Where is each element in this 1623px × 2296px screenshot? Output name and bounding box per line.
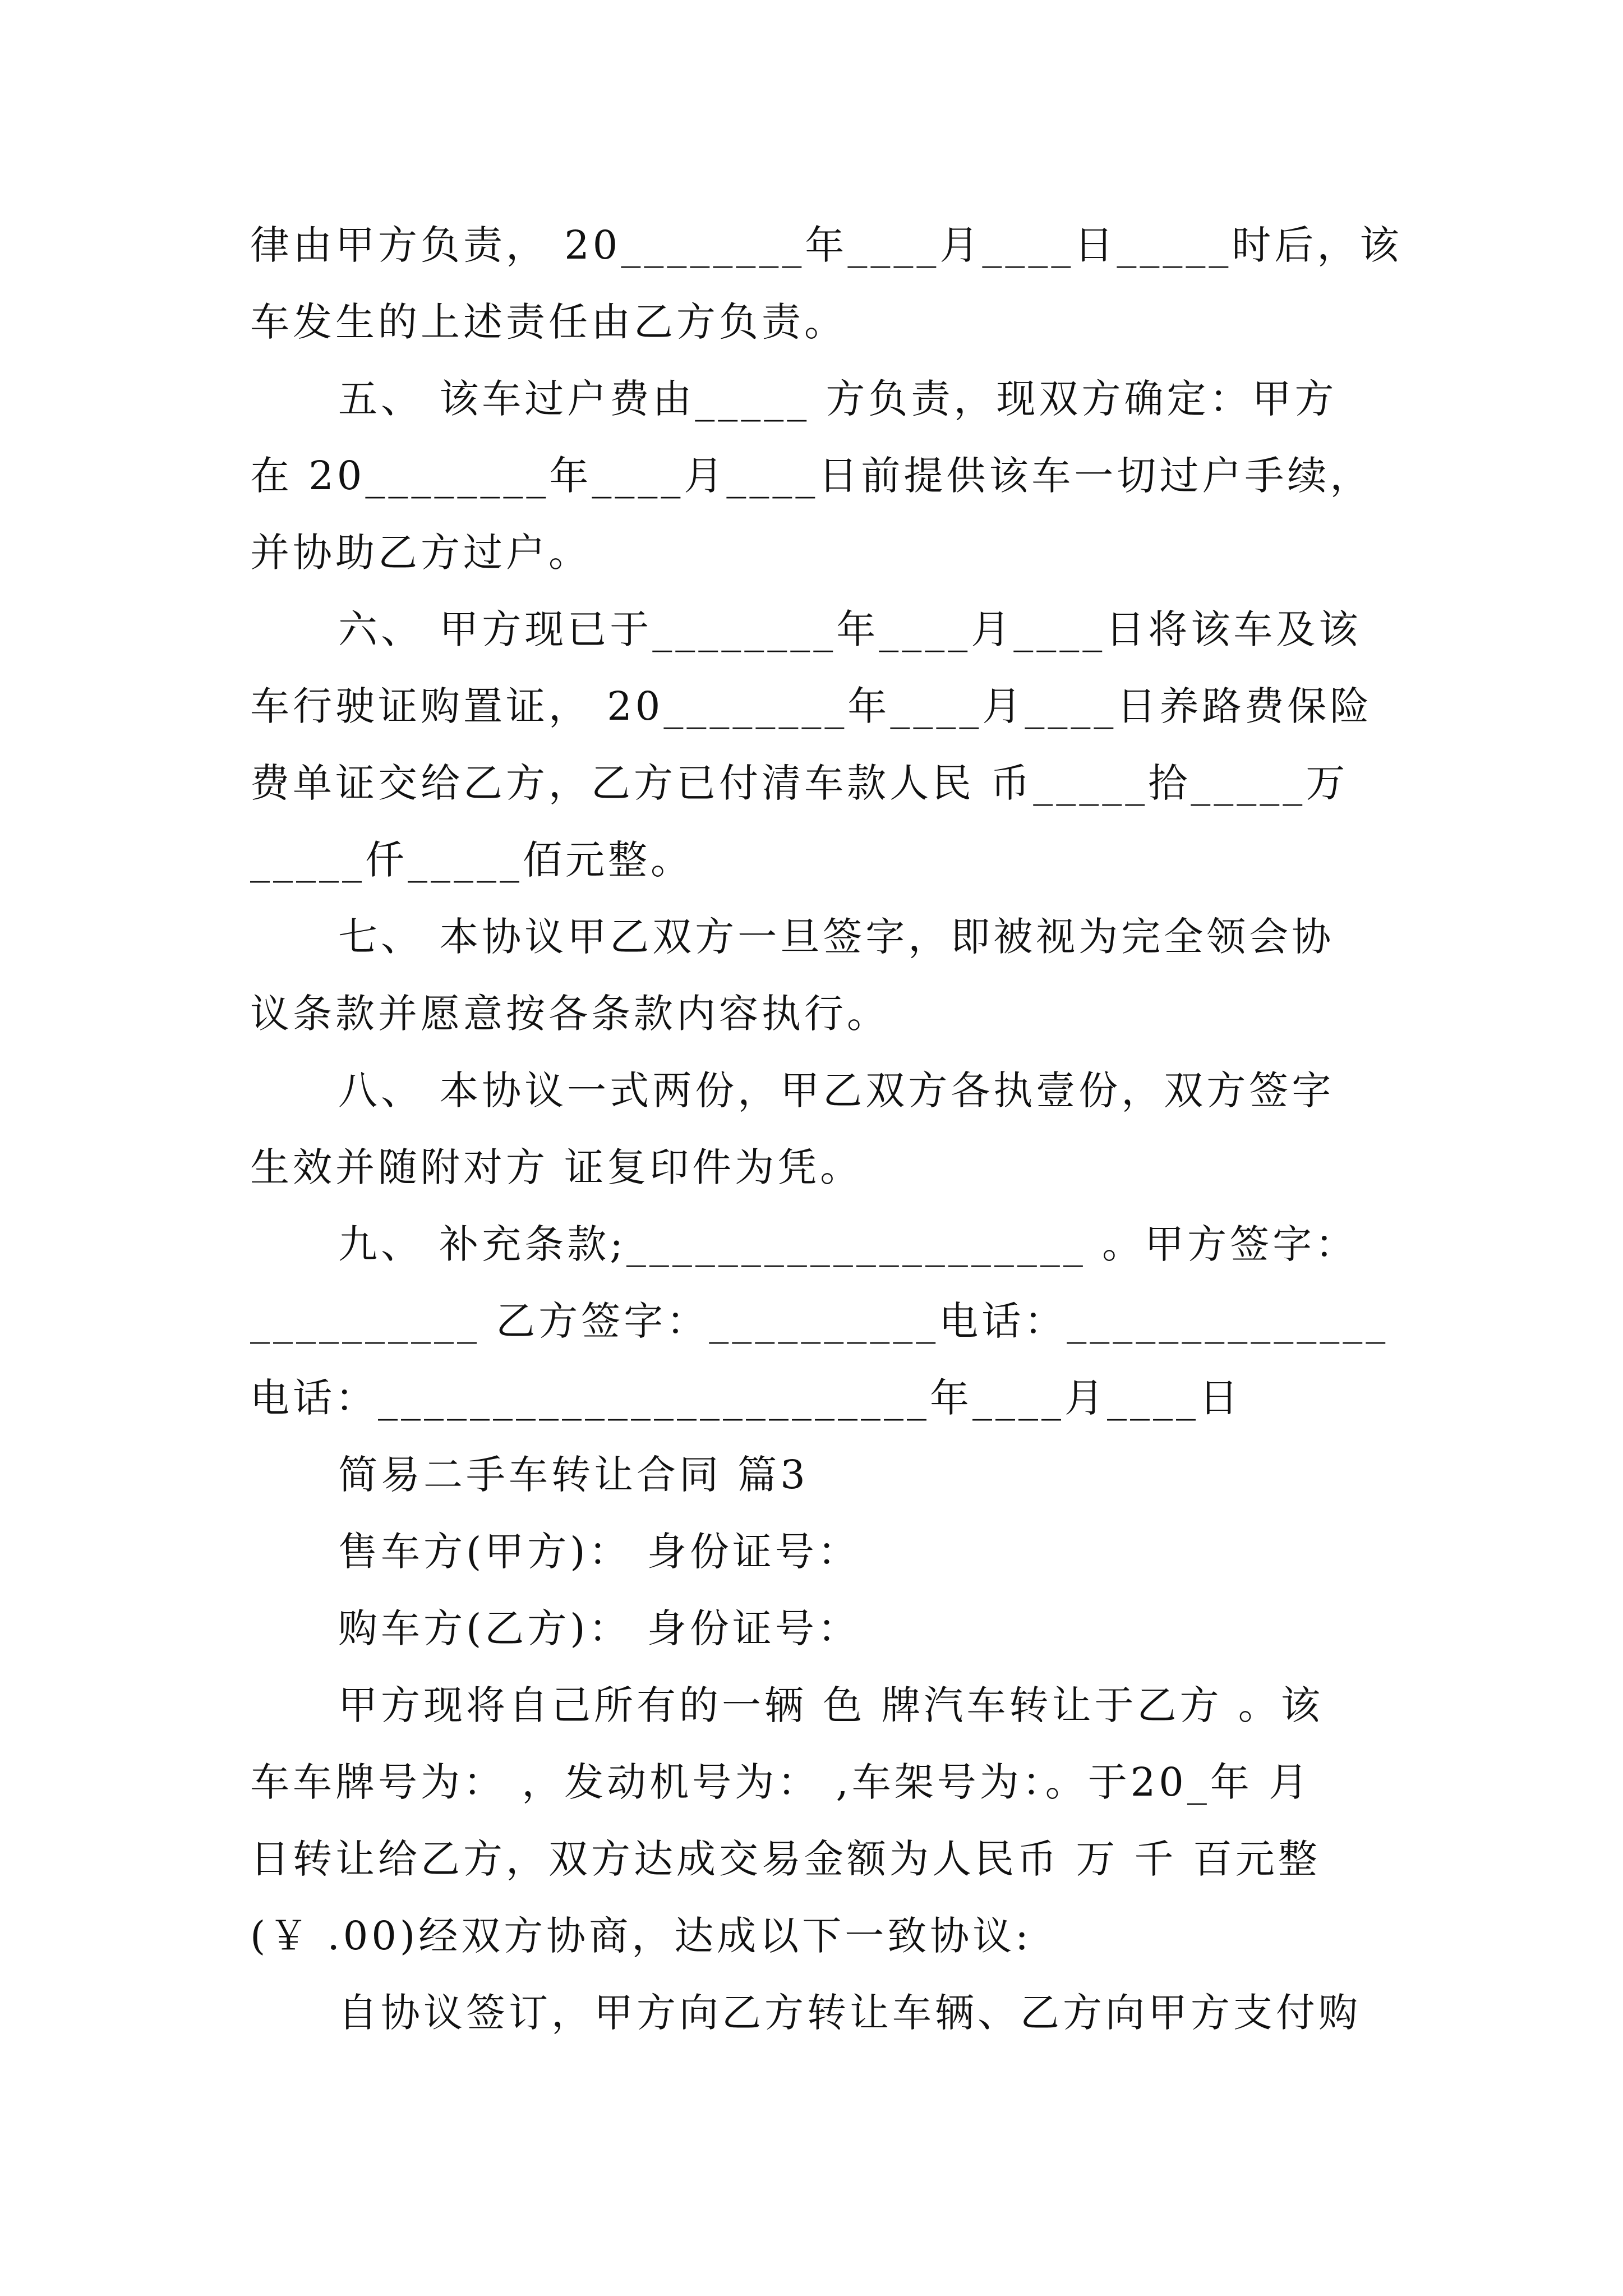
clause-9-line-1: 九、 补充条款;____________________ 。甲方签字： <box>338 1221 1358 1267</box>
clause-7-line-1: 七、 本协议甲乙双方一旦签字，即被视为完全领会协 <box>338 914 1335 960</box>
clause-6-line-1: 六、 甲方现已于________年____月____日将该车及该 <box>338 606 1362 652</box>
signature-line-2: 电话：________________________年____月____日 <box>250 1375 1242 1421</box>
text-line-1: 律由甲方负责， 20________年____月____日_____时后，该 <box>250 222 1403 268</box>
body-line-2: 车车牌号为： ，发动机号为： ,车架号为：。于20_年 月 <box>250 1759 1312 1805</box>
clause-8-line-2: 生效并随附对方 证复印件为凭。 <box>250 1144 863 1190</box>
seller-line: 售车方(甲方)： 身份证号： <box>338 1529 860 1575</box>
body-line-3: 日转让给乙方，双方达成交易金额为人民币 万 千 百元整 <box>250 1836 1321 1882</box>
body-line-1: 甲方现将自己所有的一辆 色 牌汽车转让于乙方 。该 <box>338 1682 1324 1728</box>
clause-5-line-2: 在 20________年____月____日前提供该车一切过户手续， <box>250 453 1373 499</box>
clause-6-line-3: 费单证交给乙方，乙方已付清车款人民 币_____拾_____万 <box>250 760 1349 806</box>
buyer-line: 购车方(乙方)： 身份证号： <box>338 1605 860 1651</box>
clause-8-line-1: 八、 本协议一式两份，甲乙双方各执壹份，双方签字 <box>338 1068 1335 1114</box>
clause-6-line-4: _____仟_____佰元整。 <box>250 837 693 883</box>
clause-5-line-3: 并协助乙方过户。 <box>250 530 591 576</box>
text-line-2: 车发生的上述责任由乙方负责。 <box>250 299 847 345</box>
clause-6-line-2: 车行驶证购置证， 20________年____月____日养路费保险 <box>250 683 1373 729</box>
body-line-4: (￥ .00)经双方协商，达成以下一致协议: <box>250 1913 1032 1959</box>
clause-7-line-2: 议条款并愿意按各条款内容执行。 <box>250 991 889 1037</box>
signature-line-1: __________ 乙方签字：__________电话：______________ <box>250 1298 1389 1344</box>
body-line-5: 自协议签订，甲方向乙方转让车辆、乙方向甲方支付购 <box>338 1990 1361 2036</box>
section-heading: 简易二手车转让合同 篇3 <box>338 1452 809 1498</box>
clause-5-line-1: 五、 该车过户费由_____ 方负责，现双方确定：甲方 <box>338 376 1338 422</box>
